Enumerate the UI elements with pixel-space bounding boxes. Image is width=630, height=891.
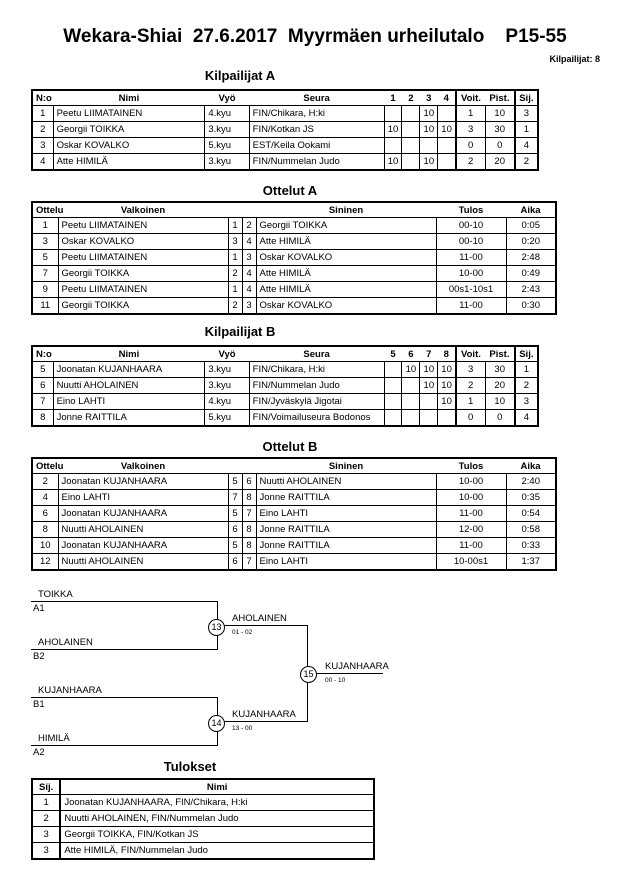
col-m2: 2 bbox=[402, 90, 420, 106]
table-row bbox=[32, 122, 538, 138]
table-cell: 3 bbox=[515, 394, 538, 410]
bracket-line bbox=[31, 649, 218, 650]
table-cell: 10 bbox=[420, 378, 438, 394]
table-cell: Oskar KOVALKO bbox=[256, 250, 436, 266]
table-row bbox=[32, 506, 556, 522]
table-cell: Eino LAHTI bbox=[256, 554, 436, 571]
bracket-semi2-top-seed: B1 bbox=[33, 699, 45, 710]
table-cell: 0:05 bbox=[506, 218, 556, 234]
table-cell: Jonne RAITTILA bbox=[256, 538, 436, 554]
table-row bbox=[32, 106, 538, 122]
table-row bbox=[32, 538, 556, 554]
table-cell: Eino LAHTI bbox=[58, 490, 228, 506]
table-cell: 11-00 bbox=[436, 538, 506, 554]
table-cell: FIN/Chikara, H:ki bbox=[249, 106, 384, 122]
table-cell: Atte HIMILÄ, FIN/Nummelan Judo bbox=[60, 843, 374, 860]
table-cell: 0:30 bbox=[506, 298, 556, 315]
table-row bbox=[32, 554, 556, 571]
col-no: N:o bbox=[32, 90, 53, 106]
table-row bbox=[32, 282, 556, 298]
table-cell: 10-00 bbox=[436, 474, 506, 490]
table-cell: 3 bbox=[242, 250, 256, 266]
col-wins: Voit. bbox=[456, 346, 486, 362]
bracket-m13-winner: AHOLAINEN bbox=[232, 613, 287, 624]
table-cell: 4 bbox=[32, 154, 53, 171]
table-cell: Joonatan KUJANHAARA bbox=[53, 362, 205, 378]
table-cell: Oskar KOVALKO bbox=[256, 298, 436, 315]
table-cell: 10 bbox=[402, 362, 420, 378]
table-cell: 2 bbox=[228, 298, 242, 315]
table-cell: Jonne RAITTILA bbox=[256, 490, 436, 506]
table-cell: 11-00 bbox=[436, 506, 506, 522]
table-cell: 1 bbox=[515, 122, 538, 138]
table-cell: FIN/Voimailuseura Bodonos bbox=[249, 410, 384, 427]
table-cell: 12 bbox=[32, 554, 58, 571]
table-row bbox=[32, 410, 538, 427]
col-club: Seura bbox=[249, 90, 384, 106]
col-time: Aika bbox=[506, 202, 556, 218]
table-cell: 3 bbox=[32, 234, 58, 250]
col-points: Pist. bbox=[485, 90, 515, 106]
table-row bbox=[32, 843, 374, 860]
table-cell: 4 bbox=[242, 282, 256, 298]
table-cell: 3 bbox=[32, 138, 53, 154]
table-cell: 5 bbox=[228, 506, 242, 522]
table-row bbox=[32, 362, 538, 378]
table-cell bbox=[384, 362, 402, 378]
col-rank: Sij. bbox=[515, 346, 538, 362]
col-result: Tulos bbox=[436, 202, 506, 218]
table-cell: 7 bbox=[32, 394, 53, 410]
table-cell: 0:58 bbox=[506, 522, 556, 538]
pool-a-header-row bbox=[32, 90, 538, 106]
bracket-semi1-top-seed: A1 bbox=[33, 603, 45, 614]
table-cell bbox=[438, 154, 456, 171]
table-cell: 3 bbox=[242, 298, 256, 315]
table-cell bbox=[420, 410, 438, 427]
table-cell: 3 bbox=[515, 106, 538, 122]
results-header-row bbox=[32, 779, 374, 795]
table-cell: 8 bbox=[32, 410, 53, 427]
table-cell: Georgii TOIKKA, FIN/Kotkan JS bbox=[60, 827, 374, 843]
match-15-marker: 15 bbox=[300, 666, 317, 683]
table-cell: FIN/Jyväskylä Jigotai bbox=[249, 394, 384, 410]
col-name: Nimi bbox=[53, 90, 205, 106]
table-cell: 1 bbox=[456, 394, 486, 410]
table-cell: 5 bbox=[228, 474, 242, 490]
table-row bbox=[32, 811, 374, 827]
table-cell bbox=[384, 378, 402, 394]
table-cell: 0:49 bbox=[506, 266, 556, 282]
table-cell: 00-10 bbox=[436, 218, 506, 234]
col-no: N:o bbox=[32, 346, 53, 362]
table-cell: 3 bbox=[228, 234, 242, 250]
table-cell: 4.kyu bbox=[205, 394, 249, 410]
table-cell: 1:37 bbox=[506, 554, 556, 571]
table-cell: 5 bbox=[228, 538, 242, 554]
table-cell: 3 bbox=[456, 362, 486, 378]
matches-a-header-row bbox=[32, 202, 556, 218]
table-cell bbox=[402, 394, 420, 410]
col-white: Valkoinen bbox=[58, 458, 228, 474]
table-cell: 0 bbox=[456, 410, 486, 427]
table-cell: FIN/Chikara, H:ki bbox=[249, 362, 384, 378]
table-cell: Atte HIMILÄ bbox=[256, 266, 436, 282]
bracket-line bbox=[31, 745, 218, 746]
bracket-line bbox=[307, 673, 383, 674]
bracket-m14-winner: KUJANHAARA bbox=[232, 709, 296, 720]
table-cell: Peetu LIIMATAINEN bbox=[58, 218, 228, 234]
matches-a-title: Ottelut A bbox=[262, 183, 318, 198]
col-white: Valkoinen bbox=[58, 202, 228, 218]
col-blue: Sininen bbox=[256, 458, 436, 474]
table-cell bbox=[438, 138, 456, 154]
table-cell bbox=[402, 106, 420, 122]
table-cell: 30 bbox=[485, 122, 515, 138]
table-cell: 0:35 bbox=[506, 490, 556, 506]
table-cell: Georgii TOIKKA bbox=[256, 218, 436, 234]
col-m3: 3 bbox=[420, 90, 438, 106]
table-cell: 11 bbox=[32, 298, 58, 315]
matches-b-header-row bbox=[32, 458, 556, 474]
table-cell: 1 bbox=[32, 795, 60, 811]
table-cell: 2:48 bbox=[506, 250, 556, 266]
table-cell bbox=[384, 410, 402, 427]
table-cell: 5.kyu bbox=[205, 138, 249, 154]
table-cell bbox=[384, 394, 402, 410]
table-cell: 20 bbox=[485, 154, 515, 171]
bracket-line bbox=[217, 625, 308, 626]
table-row bbox=[32, 474, 556, 490]
table-cell: Peetu LIIMATAINEN bbox=[58, 282, 228, 298]
col-m4: 8 bbox=[438, 346, 456, 362]
table-cell: 2 bbox=[515, 154, 538, 171]
table-cell: 10 bbox=[420, 122, 438, 138]
table-cell: 1 bbox=[32, 106, 53, 122]
table-cell: Georgii TOIKKA bbox=[53, 122, 205, 138]
table-cell: 4 bbox=[32, 490, 58, 506]
table-cell: 1 bbox=[228, 282, 242, 298]
table-cell: 0:54 bbox=[506, 506, 556, 522]
table-cell: 7 bbox=[242, 506, 256, 522]
results-title: Tulokset bbox=[163, 759, 217, 774]
table-cell: 10-00s1 bbox=[436, 554, 506, 571]
bracket-semi1-bottom-seed: B2 bbox=[33, 651, 45, 662]
table-cell: 6 bbox=[32, 378, 53, 394]
table-cell: 0:33 bbox=[506, 538, 556, 554]
table-cell: Peetu LIIMATAINEN bbox=[53, 106, 205, 122]
match-14-marker: 14 bbox=[208, 715, 225, 732]
table-cell: 0 bbox=[485, 138, 515, 154]
bracket-semi2-top-name: KUJANHAARA bbox=[38, 685, 102, 696]
table-cell: 8 bbox=[242, 490, 256, 506]
pool-b-title: Kilpailijat B bbox=[204, 324, 276, 339]
table-cell: 1 bbox=[228, 218, 242, 234]
col-m3: 7 bbox=[420, 346, 438, 362]
table-cell: 20 bbox=[485, 378, 515, 394]
table-cell: 3.kyu bbox=[205, 122, 249, 138]
bracket-m15-score: 00 - 10 bbox=[325, 677, 346, 684]
pool-a-title: Kilpailijat A bbox=[204, 68, 276, 83]
table-row bbox=[32, 154, 538, 171]
table-cell bbox=[420, 138, 438, 154]
table-row bbox=[32, 522, 556, 538]
table-cell: Joonatan KUJANHAARA bbox=[58, 474, 228, 490]
col-rank: Sij. bbox=[515, 90, 538, 106]
col-result: Tulos bbox=[436, 458, 506, 474]
table-cell: 4 bbox=[242, 234, 256, 250]
table-cell: Georgii TOIKKA bbox=[58, 266, 228, 282]
table-row bbox=[32, 795, 374, 811]
table-cell: Joonatan KUJANHAARA bbox=[58, 506, 228, 522]
matches-b-table bbox=[31, 457, 557, 571]
table-cell: Nuutti AHOLAINEN bbox=[256, 474, 436, 490]
table-cell: 2 bbox=[32, 474, 58, 490]
table-row bbox=[32, 394, 538, 410]
table-row bbox=[32, 827, 374, 843]
table-cell bbox=[402, 154, 420, 171]
table-cell: 1 bbox=[228, 250, 242, 266]
table-cell: 10 bbox=[438, 362, 456, 378]
bracket-line bbox=[217, 721, 308, 722]
table-cell: FIN/Nummelan Judo bbox=[249, 378, 384, 394]
table-row bbox=[32, 138, 538, 154]
table-cell: 7 bbox=[32, 266, 58, 282]
table-cell bbox=[402, 378, 420, 394]
table-cell: 11-00 bbox=[436, 250, 506, 266]
table-cell: 9 bbox=[32, 282, 58, 298]
col-match: Ottelu bbox=[32, 458, 58, 474]
table-cell: 4 bbox=[515, 138, 538, 154]
matches-b-title: Ottelut B bbox=[262, 439, 318, 454]
table-cell: 10 bbox=[384, 122, 402, 138]
col-belt: Vyö bbox=[205, 90, 249, 106]
table-cell: 10 bbox=[420, 154, 438, 171]
pool-b-header-row bbox=[32, 346, 538, 362]
table-cell: 10 bbox=[420, 106, 438, 122]
bracket-semi2-bottom-seed: A2 bbox=[33, 747, 45, 758]
table-cell: Nuutti AHOLAINEN bbox=[58, 522, 228, 538]
pool-b-table bbox=[31, 345, 539, 427]
bracket-semi2-bottom-name: HIMILÄ bbox=[38, 733, 70, 744]
table-cell: 1 bbox=[456, 106, 486, 122]
table-cell: Oskar KOVALKO bbox=[53, 138, 205, 154]
table-cell: 2:40 bbox=[506, 474, 556, 490]
col-match: Ottelu bbox=[32, 202, 58, 218]
table-cell: 5 bbox=[32, 250, 58, 266]
table-cell: Peetu LIIMATAINEN bbox=[58, 250, 228, 266]
table-cell bbox=[384, 138, 402, 154]
table-cell: 11-00 bbox=[436, 298, 506, 315]
table-cell bbox=[384, 106, 402, 122]
table-cell: Nuutti AHOLAINEN bbox=[53, 378, 205, 394]
table-cell bbox=[402, 410, 420, 427]
table-cell: 00s1-10s1 bbox=[436, 282, 506, 298]
table-cell: FIN/Kotkan JS bbox=[249, 122, 384, 138]
table-cell: 2 bbox=[32, 122, 53, 138]
results-table bbox=[31, 778, 375, 860]
col-club: Seura bbox=[249, 346, 384, 362]
table-cell: Atte HIMILÄ bbox=[53, 154, 205, 171]
table-cell: 10 bbox=[384, 154, 402, 171]
table-cell: Jonne RAITTILA bbox=[53, 410, 205, 427]
match-13-marker: 13 bbox=[208, 619, 225, 636]
table-cell: 30 bbox=[485, 362, 515, 378]
table-cell: 6 bbox=[228, 522, 242, 538]
table-cell bbox=[438, 106, 456, 122]
table-cell: 7 bbox=[242, 554, 256, 571]
table-cell: Joonatan KUJANHAARA bbox=[58, 538, 228, 554]
table-cell: 5 bbox=[32, 362, 53, 378]
table-cell: 3.kyu bbox=[205, 154, 249, 171]
table-cell: Jonne RAITTILA bbox=[256, 522, 436, 538]
table-cell: 8 bbox=[242, 522, 256, 538]
bracket-semi1-bottom-name: AHOLAINEN bbox=[38, 637, 93, 648]
table-cell: 2:43 bbox=[506, 282, 556, 298]
col-m1: 1 bbox=[384, 90, 402, 106]
table-cell: 3 bbox=[32, 827, 60, 843]
table-row bbox=[32, 218, 556, 234]
pool-a-table bbox=[31, 89, 539, 171]
table-cell: 2 bbox=[456, 154, 486, 171]
table-cell: 0 bbox=[485, 410, 515, 427]
table-cell: Atte HIMILÄ bbox=[256, 234, 436, 250]
table-cell: 8 bbox=[242, 538, 256, 554]
table-cell: 0:20 bbox=[506, 234, 556, 250]
table-cell: 3 bbox=[32, 843, 60, 860]
table-cell: 4 bbox=[242, 266, 256, 282]
table-cell: Oskar KOVALKO bbox=[58, 234, 228, 250]
table-cell: Nuutti AHOLAINEN, FIN/Nummelan Judo bbox=[60, 811, 374, 827]
table-cell bbox=[420, 394, 438, 410]
table-cell: 12-00 bbox=[436, 522, 506, 538]
col-m4: 4 bbox=[438, 90, 456, 106]
table-cell: 1 bbox=[515, 362, 538, 378]
matches-a-table bbox=[31, 201, 557, 315]
table-cell: 3 bbox=[456, 122, 486, 138]
bracket-m14-score: 13 - 00 bbox=[232, 725, 253, 732]
table-cell: 10 bbox=[420, 362, 438, 378]
table-cell: 2 bbox=[32, 811, 60, 827]
table-row bbox=[32, 234, 556, 250]
table-cell: 2 bbox=[515, 378, 538, 394]
table-row bbox=[32, 298, 556, 315]
table-row bbox=[32, 250, 556, 266]
table-row bbox=[32, 490, 556, 506]
col-rank: Sij. bbox=[32, 779, 60, 795]
bracket-semi1-top-name: TOIKKA bbox=[38, 589, 73, 600]
table-cell: EST/Keila Ookami bbox=[249, 138, 384, 154]
table-cell: Atte HIMILÄ bbox=[256, 282, 436, 298]
table-cell: Joonatan KUJANHAARA, FIN/Chikara, H:ki bbox=[60, 795, 374, 811]
table-cell: 10-00 bbox=[436, 490, 506, 506]
table-cell bbox=[402, 138, 420, 154]
col-blue: Sininen bbox=[256, 202, 436, 218]
table-cell: 10 bbox=[485, 106, 515, 122]
table-cell: 10-00 bbox=[436, 266, 506, 282]
col-name: Nimi bbox=[53, 346, 205, 362]
table-cell: Georgii TOIKKA bbox=[58, 298, 228, 315]
col-time: Aika bbox=[506, 458, 556, 474]
col-points: Pist. bbox=[485, 346, 515, 362]
table-row bbox=[32, 266, 556, 282]
table-cell: Eino LAHTI bbox=[256, 506, 436, 522]
table-cell: FIN/Nummelan Judo bbox=[249, 154, 384, 171]
bracket-m15-winner: KUJANHAARA bbox=[325, 661, 389, 672]
bracket-line bbox=[31, 601, 218, 602]
table-cell: 10 bbox=[485, 394, 515, 410]
table-cell: 0 bbox=[456, 138, 486, 154]
table-row bbox=[32, 378, 538, 394]
bracket-m13-score: 01 - 02 bbox=[232, 629, 253, 636]
table-cell: 10 bbox=[438, 394, 456, 410]
table-cell: 2 bbox=[456, 378, 486, 394]
table-cell: Eino LAHTI bbox=[53, 394, 205, 410]
table-cell: 10 bbox=[438, 378, 456, 394]
table-cell: 10 bbox=[32, 538, 58, 554]
table-cell: 10 bbox=[438, 122, 456, 138]
table-cell: 6 bbox=[32, 506, 58, 522]
table-cell: Nuutti AHOLAINEN bbox=[58, 554, 228, 571]
col-name: Nimi bbox=[60, 779, 374, 795]
col-m1: 5 bbox=[384, 346, 402, 362]
bracket-line bbox=[31, 697, 218, 698]
table-cell: 2 bbox=[242, 218, 256, 234]
page-title: Wekara-Shiai 27.6.2017 Myyrmäen urheilutalo P15-55 bbox=[63, 26, 567, 47]
table-cell: 7 bbox=[228, 490, 242, 506]
table-cell: 6 bbox=[242, 474, 256, 490]
table-cell: 4 bbox=[515, 410, 538, 427]
table-cell: 00-10 bbox=[436, 234, 506, 250]
table-cell bbox=[402, 122, 420, 138]
table-cell: 3.kyu bbox=[205, 362, 249, 378]
table-cell: 5.kyu bbox=[205, 410, 249, 427]
table-cell: 3.kyu bbox=[205, 378, 249, 394]
table-cell: 8 bbox=[32, 522, 58, 538]
competitors-count: Kilpailijat: 8 bbox=[549, 54, 600, 64]
table-cell: 4.kyu bbox=[205, 106, 249, 122]
table-cell bbox=[438, 410, 456, 427]
table-cell: 2 bbox=[228, 266, 242, 282]
col-m2: 6 bbox=[402, 346, 420, 362]
col-wins: Voit. bbox=[456, 90, 486, 106]
col-belt: Vyö bbox=[205, 346, 249, 362]
table-cell: 6 bbox=[228, 554, 242, 571]
table-cell: 1 bbox=[32, 218, 58, 234]
